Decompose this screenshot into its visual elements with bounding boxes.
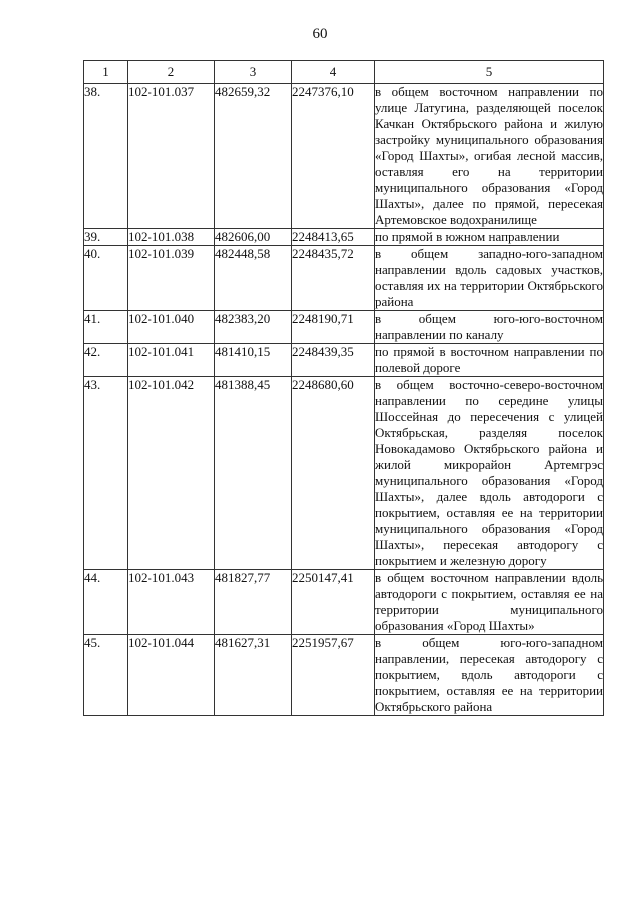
point-code: 102-101.043 [128, 570, 215, 635]
table-row [84, 311, 604, 344]
coordinate-x: 482606,00 [215, 229, 292, 246]
point-code: 102-101.044 [128, 635, 215, 716]
coordinate-y: 2248680,60 [292, 377, 375, 570]
coordinate-x: 482448,58 [215, 246, 292, 311]
row-number: 41. [84, 311, 128, 344]
coordinate-x: 481388,45 [215, 377, 292, 570]
header-col-2: 2 [128, 61, 215, 84]
row-number: 38. [84, 84, 128, 229]
coordinate-y: 2248413,65 [292, 229, 375, 246]
header-row [84, 61, 604, 84]
coordinate-x: 482659,32 [215, 84, 292, 229]
row-number: 40. [84, 246, 128, 311]
boundary-description: по прямой в южном направлении [375, 229, 604, 246]
coordinate-x: 481410,15 [215, 344, 292, 377]
boundary-description: в общем восточно-северо-восточном направлении по середине улицы Шоссейная до пересечения с улицей Октябрьская, разделяя поселок Новокадамово Октябрьского района и жилой микрорайон Артемгрэс муниципального образования «Город Шахты», далее вдоль автодороги с покрытием, оставляя ее на территории муниципального образования «Город Шахты», пересекая автодорогу с покрытием и железную дорогу [375, 377, 603, 568]
coordinate-x: 481827,77 [215, 570, 292, 635]
table-row [84, 246, 604, 311]
table-row [84, 570, 604, 635]
point-code: 102-101.042 [128, 377, 215, 570]
coordinate-y: 2248439,35 [292, 344, 375, 377]
point-code: 102-101.040 [128, 311, 215, 344]
boundary-description: в общем юго-юго-восточном направлении по каналу [375, 311, 603, 342]
row-number: 39. [84, 229, 128, 246]
header-col-4: 4 [292, 61, 375, 84]
coordinate-y: 2251957,67 [292, 635, 375, 716]
boundary-table [83, 60, 604, 716]
coordinate-x: 482383,20 [215, 311, 292, 344]
table-row [84, 344, 604, 377]
boundary-description: в общем восточном направлении вдоль автодороги с покрытием, оставляя ее на территории муниципального образования «Город Шахты» [375, 570, 603, 633]
table-row [84, 229, 604, 246]
row-number: 45. [84, 635, 128, 716]
point-code: 102-101.038 [128, 229, 215, 246]
coordinate-y: 2247376,10 [292, 84, 375, 229]
boundary-description: в общем восточном направлении по улице Латугина, разделяющей поселок Качкан Октябрьского района и жилую застройку муниципального образования «Город Шахты», огибая лесной массив, оставляя его на территории муниципального образования «Город Шахты», далее по прямой, пересекая Артемовское водохранилище [375, 84, 603, 227]
row-number: 44. [84, 570, 128, 635]
point-code: 102-101.041 [128, 344, 215, 377]
header-col-1: 1 [84, 61, 128, 84]
table-row [84, 635, 604, 716]
table-row [84, 377, 604, 570]
boundary-description: по прямой в восточном направлении по полевой дороге [375, 344, 603, 375]
table-row [84, 84, 604, 229]
point-code: 102-101.037 [128, 84, 215, 229]
header-col-5: 5 [375, 61, 604, 84]
row-number: 43. [84, 377, 128, 570]
header-col-3: 3 [215, 61, 292, 84]
boundary-description: в общем юго-юго-западном направлении, пересекая автодорогу с покрытием, вдоль автодороги с покрытием, оставляя ее на территории Октябрьского района [375, 635, 603, 714]
coordinate-y: 2248435,72 [292, 246, 375, 311]
coordinate-y: 2248190,71 [292, 311, 375, 344]
page-number: 60 [312, 26, 328, 42]
coordinate-x: 481627,31 [215, 635, 292, 716]
coordinate-y: 2250147,41 [292, 570, 375, 635]
point-code: 102-101.039 [128, 246, 215, 311]
boundary-description: в общем западно-юго-западном направлении вдоль садовых участков, оставляя их на территории Октябрьского района [375, 246, 603, 309]
row-number: 42. [84, 344, 128, 377]
